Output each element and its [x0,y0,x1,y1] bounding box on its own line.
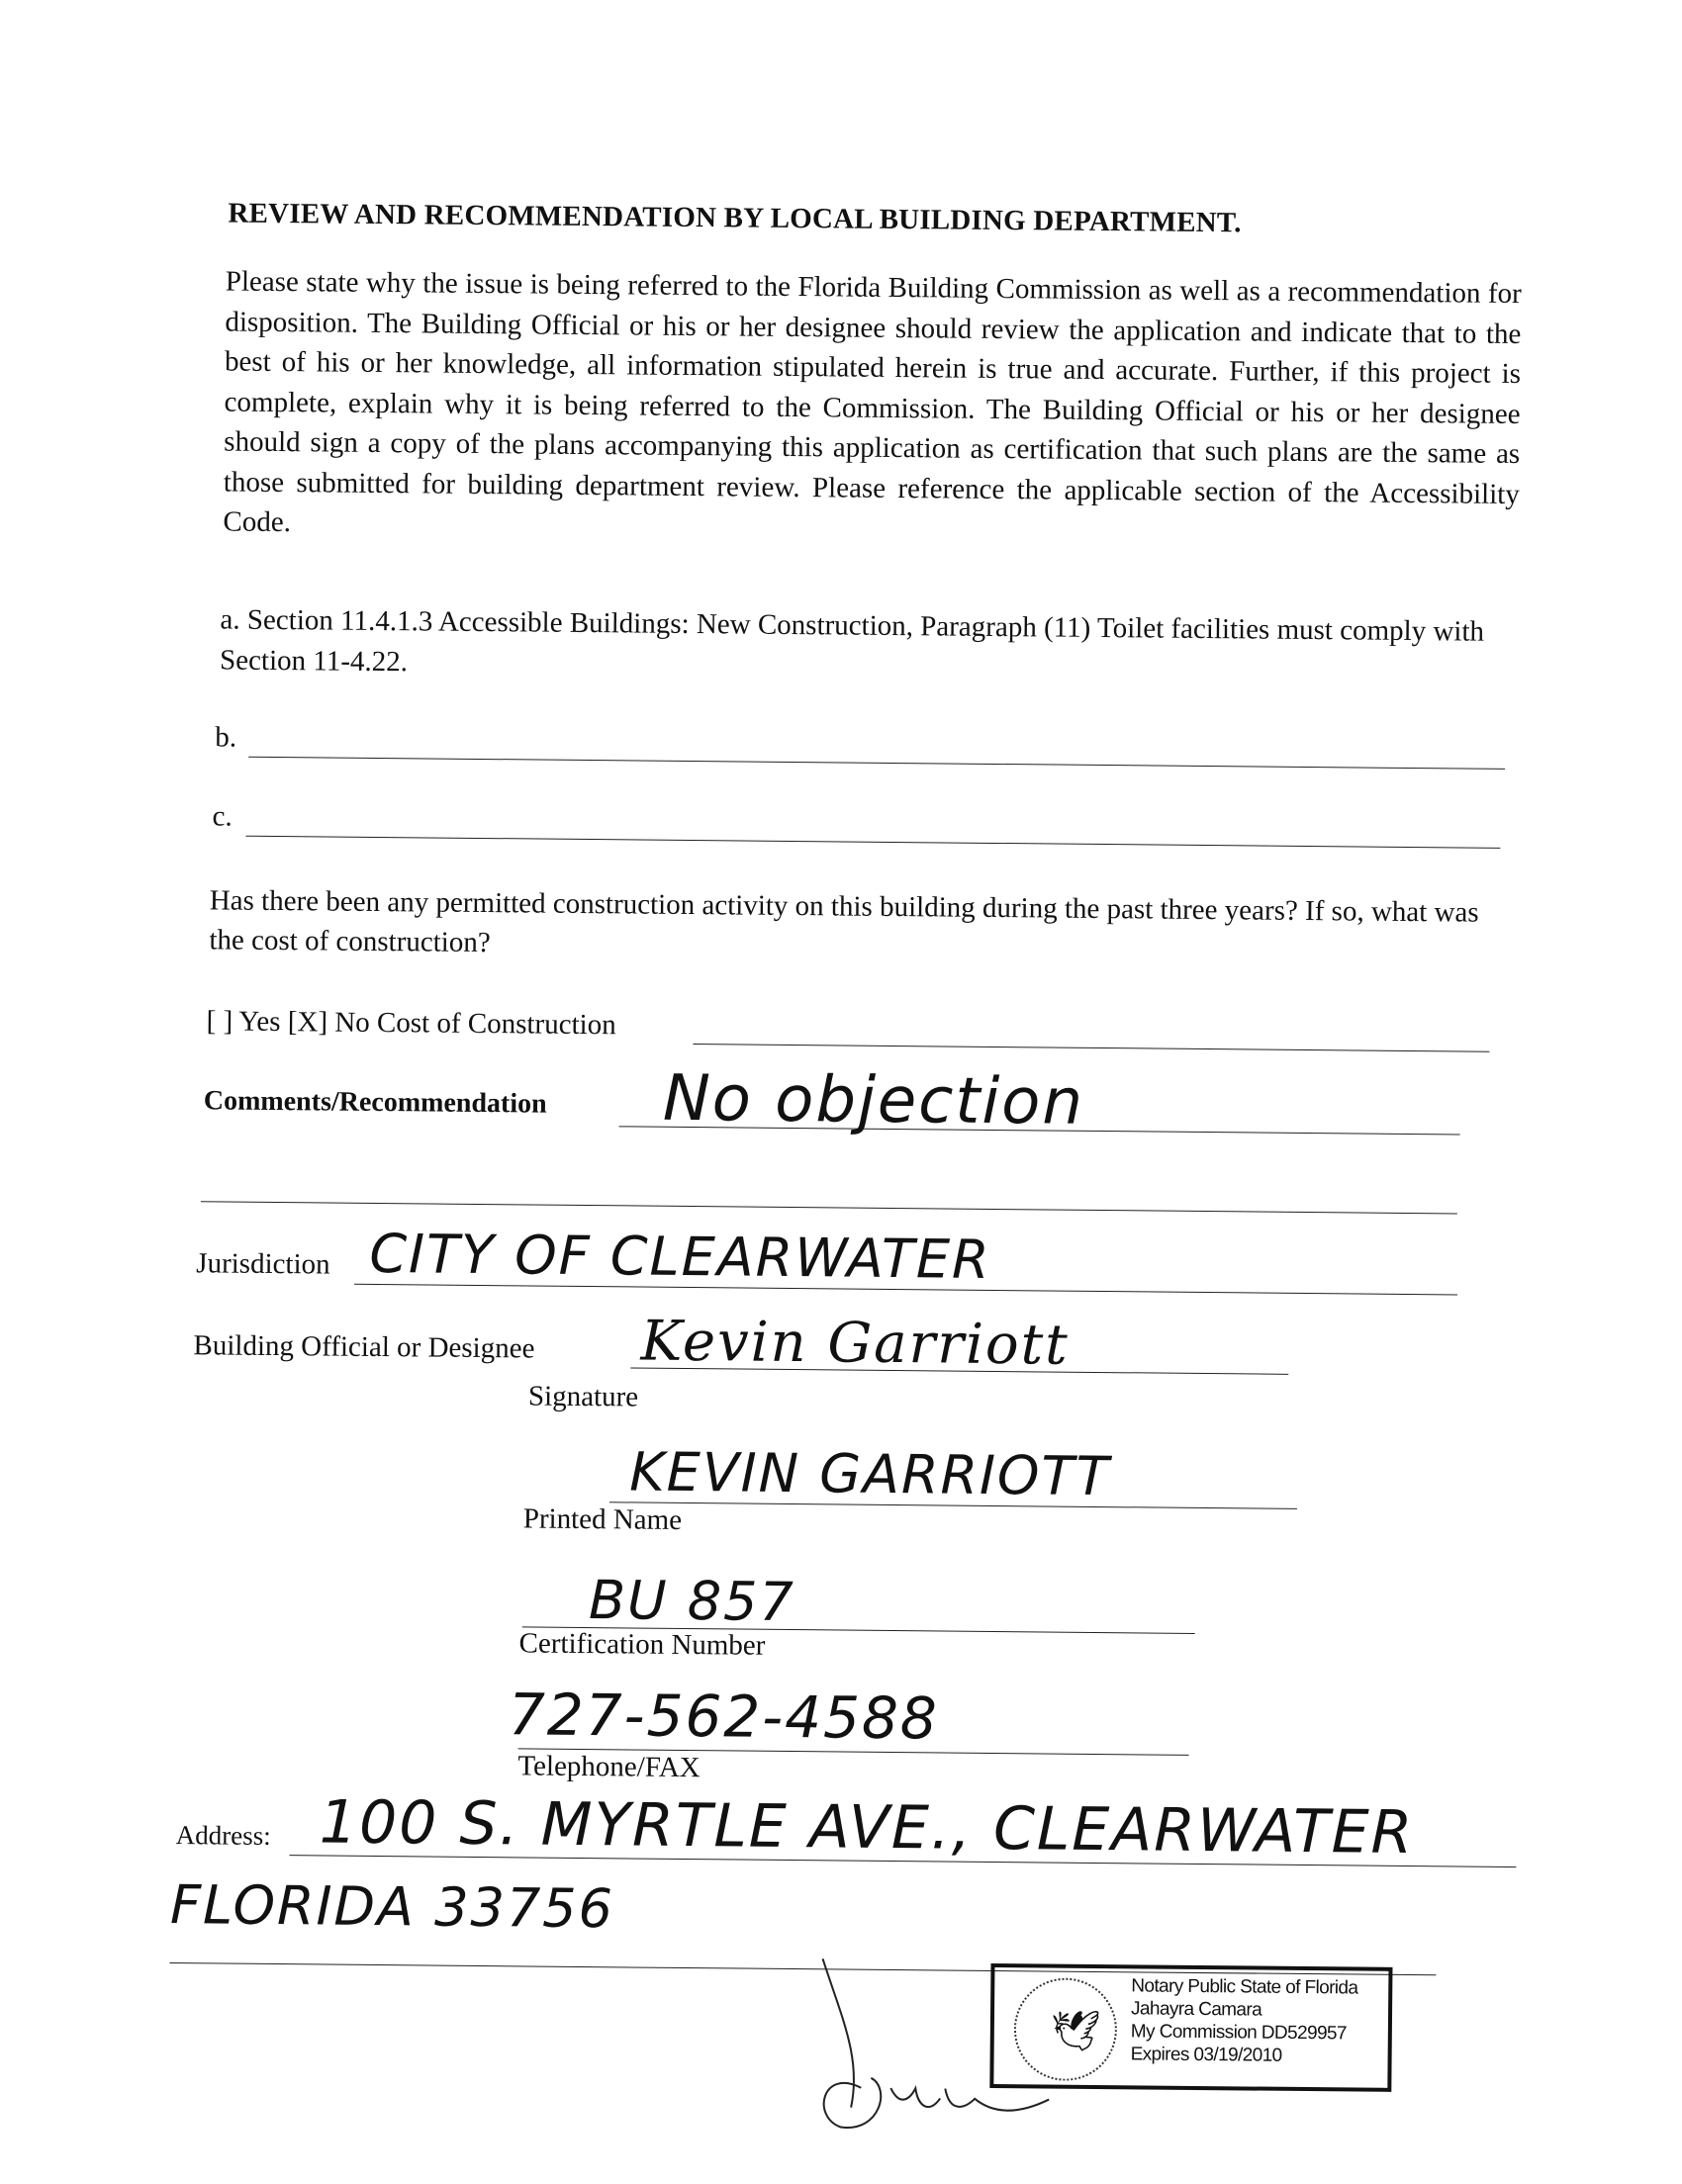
item-b-label: b. [215,721,237,754]
item-c-label: c. [212,800,233,833]
address-label: Address: [175,1820,271,1851]
item-a: a. Section 11.4.1.3 Accessible Buildings: New Construction, Paragraph (11) Toilet facilities must comply with Section 11-4.22. [219,603,1485,679]
address-line2: FLORIDA 33756 [169,1873,615,1941]
instructions-paragraph: Please state why the issue is being referred to the Florida Building Commission as well as a recommendation for disposition. The Building Official or his or her designee should review the application and indicate that to the best of his or her knowledge, all information stipulated herein is true and accurate. Further, if this project is complete, explain why it is being referred to the Commission. The Building Official or his or her designee should sign a copy of the plans accompanying this application as certification that such plans are the same as those submitted for building department review. Please reference the applicable section of the Accessibility Code. [223,265,1522,539]
printed-name-value: KEVIN GARRIOTT [628,1440,1111,1508]
item-b-line[interactable] [248,757,1505,770]
notary-seal [1013,1977,1117,2081]
telephone-label: Telephone/FAX [517,1750,701,1784]
certification-value: BU 857 [588,1569,796,1634]
certification-label: Certification Number [518,1627,766,1662]
signature-label: Signature [527,1380,639,1413]
official-label: Building Official or Designee [193,1329,535,1365]
notary-line4: Expires 03/19/2010 [1130,2044,1282,2066]
jurisdiction-value: CITY OF CLEARWATER [369,1222,991,1291]
page-title: REVIEW AND RECOMMENDATION BY LOCAL BUILDING DEPARTMENT. [228,197,1242,239]
notary-line1: Notary Public State of Florida [1131,1975,1358,1999]
cost-line[interactable] [693,1044,1489,1052]
address-line1: 100 S. MYRTLE AVE., CLEARWATER [319,1787,1415,1868]
comments-line-2[interactable] [201,1201,1457,1214]
telephone-value: 727-562-4588 [508,1681,940,1753]
eagle-icon: 🕊 [1050,2008,1101,2054]
construction-question: Has there been any permitted construction activity on this building during the past three years? If so, what was the cost of construction? [209,884,1479,959]
notary-line2: Jahayra Camara [1130,1998,1262,2021]
jurisdiction-label: Jurisdiction [196,1247,330,1281]
comments-value: No objection [662,1061,1085,1139]
printed-name-label: Printed Name [522,1502,683,1536]
cost-line-label: [ ] Yes [X] No Cost of Construction [206,1005,616,1042]
notary-line3: My Commission DD529957 [1130,2021,1348,2045]
signature-value: Kevin Garriott [640,1309,1071,1378]
notary-stamp [989,1963,1392,2092]
item-c-line[interactable] [245,836,1500,849]
comments-label: Comments/Recommendation [203,1085,547,1120]
